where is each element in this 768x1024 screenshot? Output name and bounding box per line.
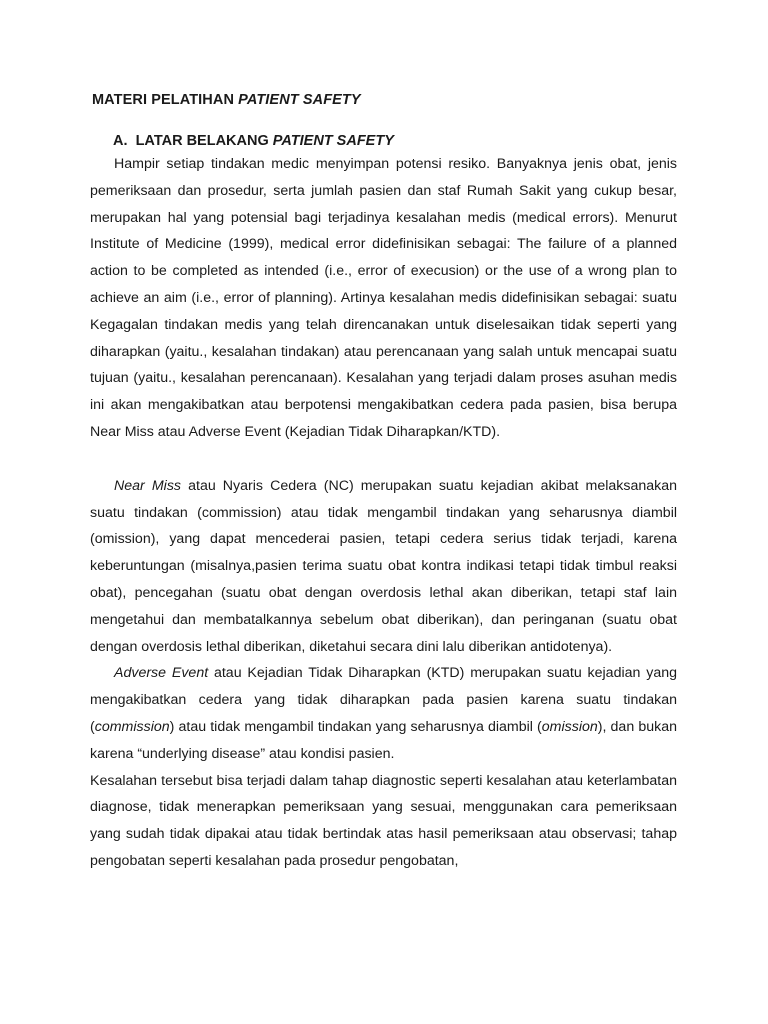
section-label: A. — [113, 133, 128, 149]
paragraph-medical-errors: Hampir setiap tindakan medic menyimpan potensi resiko. Banyaknya jenis obat, jenis pemeriksaan dan prosedur, serta jumlah pasien dan staf Rumah Sakit yang cukup besar, merupakan hal yang potensial bagi terjadinya kesalahan medis (medical errors). Menurut Institute of Medicine (1999), medical error didefinisikan sebagai: The failure of a planned action to be completed as intended (i.e., error of execusion) or the use of a wrong plan to achieve an aim (i.e., error of planning). Artinya kesalahan medis didefinisikan sebagai: suatu Kegagalan tindakan medis yang telah direncanakan untuk diselesaikan tidak seperti yang diharapkan (yaitu., kesalahan tindakan) atau perencanaan yang salah untuk mencapai suatu tujuan (yaitu., kesalahan perencanaan). Kesalahan yang terjadi dalam proses asuhan medis ini akan mengakibatkan atau berpotensi mengakibatkan cedera pada pasien, bisa berupa Near Miss atau Adverse Event (Kejadian Tidak Diharapkan/KTD). — [90, 156, 677, 440]
near-miss-text: atau Nyaris Cedera (NC) merupakan suatu kejadian akibat melaksanakan suatu tindakan (commission) atau tidak mengambil tindakan yang seharusnya diambil (omission), yang dapat mencederai pasien, tetapi cedera serius tidak terjadi, karena keberuntungan (misalnya,pasien terima suatu obat kontra indikasi tetapi tidak timbul reaksi obat), pencegahan (suatu obat dengan overdosis lethal akan diberikan, tetapi staf lain mengetahui dan membatalkannya sebelum obat diberikan), dan peringanan (suatu obat dengan overdosis lethal diberikan, diketahui secara dini lalu diberikan antidotenya). — [90, 477, 678, 655]
document-title — [92, 92, 361, 108]
term-adverse-event: Adverse Event — [114, 665, 209, 682]
term-omission: omission — [541, 718, 598, 735]
paragraph-spacer — [90, 446, 677, 473]
adverse-event-text-b: ) atau tidak mengambil tindakan yang seharusnya diambil ( — [169, 718, 542, 735]
term-near-miss: Near Miss — [114, 477, 182, 494]
section-heading-italic: PATIENT SAFETY — [272, 133, 394, 149]
section-heading — [113, 133, 394, 149]
paragraph-error-stages: Kesalahan tersebut bisa terjadi dalam tahap diagnostic seperti kesalahan atau keterlambatan diagnose, tidak menerapkan pemeriksaan yang sesuai, menggunakan cara pemeriksaan yang sudah tidak dipakai atau tidak bertindak atas hasil pemeriksaan atau observasi; tahap pengobatan seperti kesalahan pada prosedur pengobatan, — [90, 772, 677, 869]
adverse-event-text-c: ), dan bukan karena “underlying disease” atau kondisi pasien. — [90, 718, 677, 762]
title-italic-text: PATIENT SAFETY — [238, 92, 361, 108]
title-text: MATERI PELATIHAN — [92, 92, 239, 108]
document-body — [90, 151, 677, 875]
term-commission: commission — [94, 718, 170, 735]
section-heading-text: LATAR BELAKANG — [135, 133, 273, 149]
paragraph-adverse-event — [90, 660, 677, 767]
paragraph-near-miss — [90, 473, 677, 661]
adverse-event-text-a: atau Kejadian Tidak Diharapkan (KTD) merupakan suatu kejadian yang mengakibatkan cedera yang tidak diharapkan pada pasien karena suatu tindakan ( — [90, 665, 677, 735]
